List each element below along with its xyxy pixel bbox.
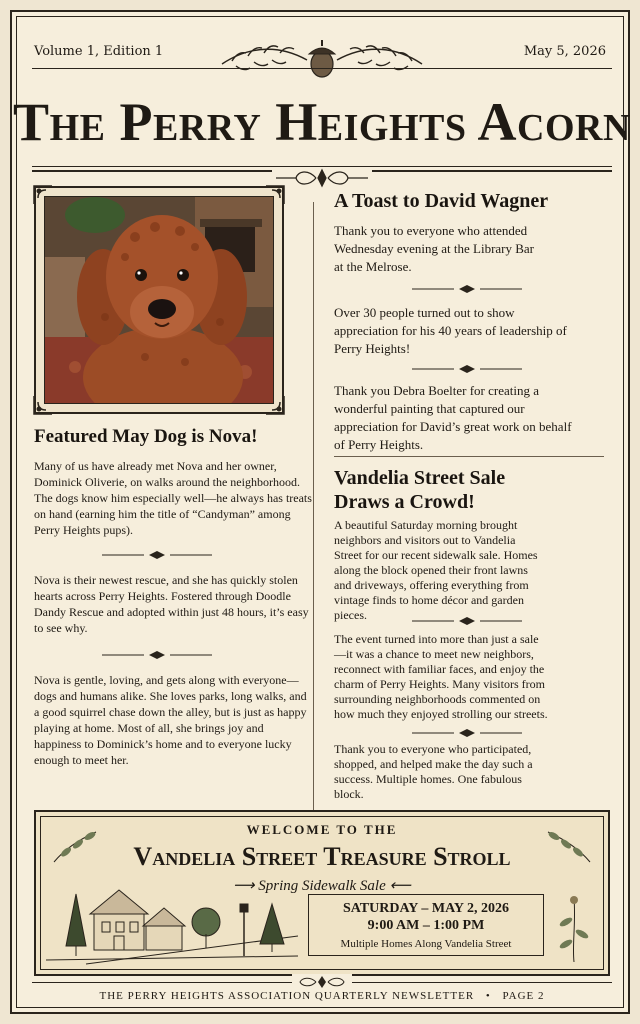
section-divider-icon [412,728,522,738]
event-date: SATURDAY – MAY 2, 2026 [342,901,510,916]
footer-page-number: PAGE 2 [502,990,545,1002]
masthead-rule-top [32,68,612,69]
sale-heading-line-2: Draws a Crowd! [334,491,475,513]
dog-article-paragraph-1: Many of us have already met Nova and her owner, Dominick Oliverie, on walks around the neighborhood. The dogs know him especially well—he always has treats on hand (earning him the title of “Candyman” among Perry Heights pups). [34,459,312,537]
issue-date: May 5, 2026 [523,44,606,59]
leaf-sprig-icon [544,826,594,866]
dog-article-paragraph-3: Nova is gentle, loving, and gets along with everyone—dogs and humans alike. She loves parks, long walks, and a good squirrel chase down the alley, but is just as happy playing at home. Most of all, she brings joy and happiness to Dominick’s home and to everyone lucky enough to meet her. [34,673,307,767]
corner-flourish-icon [264,184,286,206]
street-illustration-icon [46,864,298,968]
toast-paragraph-3: Thank you Debra Boelter for creating a wonderful painting that captured our appreciation for David’s great work on behalf of Perry Heights. [334,383,572,452]
sale-paragraph-1: A beautiful Saturday morning brought neighbors and visitors out to Vandelia Street for our recent sidewalk sale. Homes along the block opened their front lawns and driveways, offering everything from vintage finds to home décor and garden pieces. [334,518,538,622]
event-time: 9:00 AM – 1:00 PM [367,918,485,933]
treasure-stroll-banner [34,810,610,976]
dog-article-paragraph-2: Nova is their newest rescue, and she has quickly stolen hearts across Perry Heights. Fostered through Doodle Dandy Rescue and adopted within just 48 hours, it’s easy to see why. [34,573,309,635]
banner-subtitle-text: Spring Sidewalk Sale [258,878,386,894]
corner-flourish-icon [264,394,286,416]
section-divider-icon [102,650,212,660]
banner-welcome: WELCOME TO THE [246,822,398,837]
footer-ornament-icon [292,974,352,990]
arrow-left-icon: ⟶ [232,878,259,894]
sale-paragraph-2: The event turned into more than just a sale—it was a chance to meet new neighbors, reconnect with familiar faces, and enjoy the charm of Perry Heights. Many visitors from surrounding neighborhoods commented on how much they enjoyed strolling our streets. [334,632,548,721]
right-section-rule [334,456,604,457]
event-details-box [308,894,544,956]
toast-paragraph-2: Over 30 people turned out to show appreciation for his 40 years of leadership of Perry Heights! [334,305,567,356]
acorn-ornament-icon [212,34,432,80]
section-divider-icon [412,284,522,294]
footer [12,990,632,1002]
toast-article-heading: A Toast to David Wagner [334,190,549,212]
footer-separator: • [485,990,491,1002]
toast-paragraph-1: Thank you to everyone who attended Wednesday evening at the Library Bar at the Melrose. [334,223,535,274]
corner-flourish-icon [32,184,54,206]
section-divider-icon [412,616,522,626]
section-divider-icon [102,550,212,560]
column-rule [313,202,314,810]
sale-article-heading [334,466,606,514]
newsletter-page [10,10,630,1014]
leaf-sprig-icon [50,826,100,866]
banner-title: Vandelia Street Treasure Stroll [133,842,511,871]
dog-photo-frame [34,186,284,414]
flower-sprig-icon [554,894,594,964]
sale-heading-line-1: Vandelia Street Sale [334,467,506,489]
event-location: Multiple Homes Along Vandelia Street [340,938,512,950]
footer-publication: THE PERRY HEIGHTS ASSOCIATION QUARTERLY NEWSLETTER [99,990,475,1002]
fleuron-ornament-icon [272,167,372,189]
dog-article-heading: Featured May Dog is Nova! [34,426,258,447]
sale-paragraph-3: Thank you to everyone who participated, shopped, and helped make the day such a success. Multiple homes. One fabulous block. [334,742,533,801]
section-divider-icon [412,364,522,374]
arrow-right-icon: ⟵ [385,878,412,894]
newsletter-title: The Perry Heights Acorn [13,92,631,152]
dog-photo-nova [45,197,274,404]
corner-flourish-icon [32,394,54,416]
volume-label: Volume 1, Edition 1 [34,44,164,59]
